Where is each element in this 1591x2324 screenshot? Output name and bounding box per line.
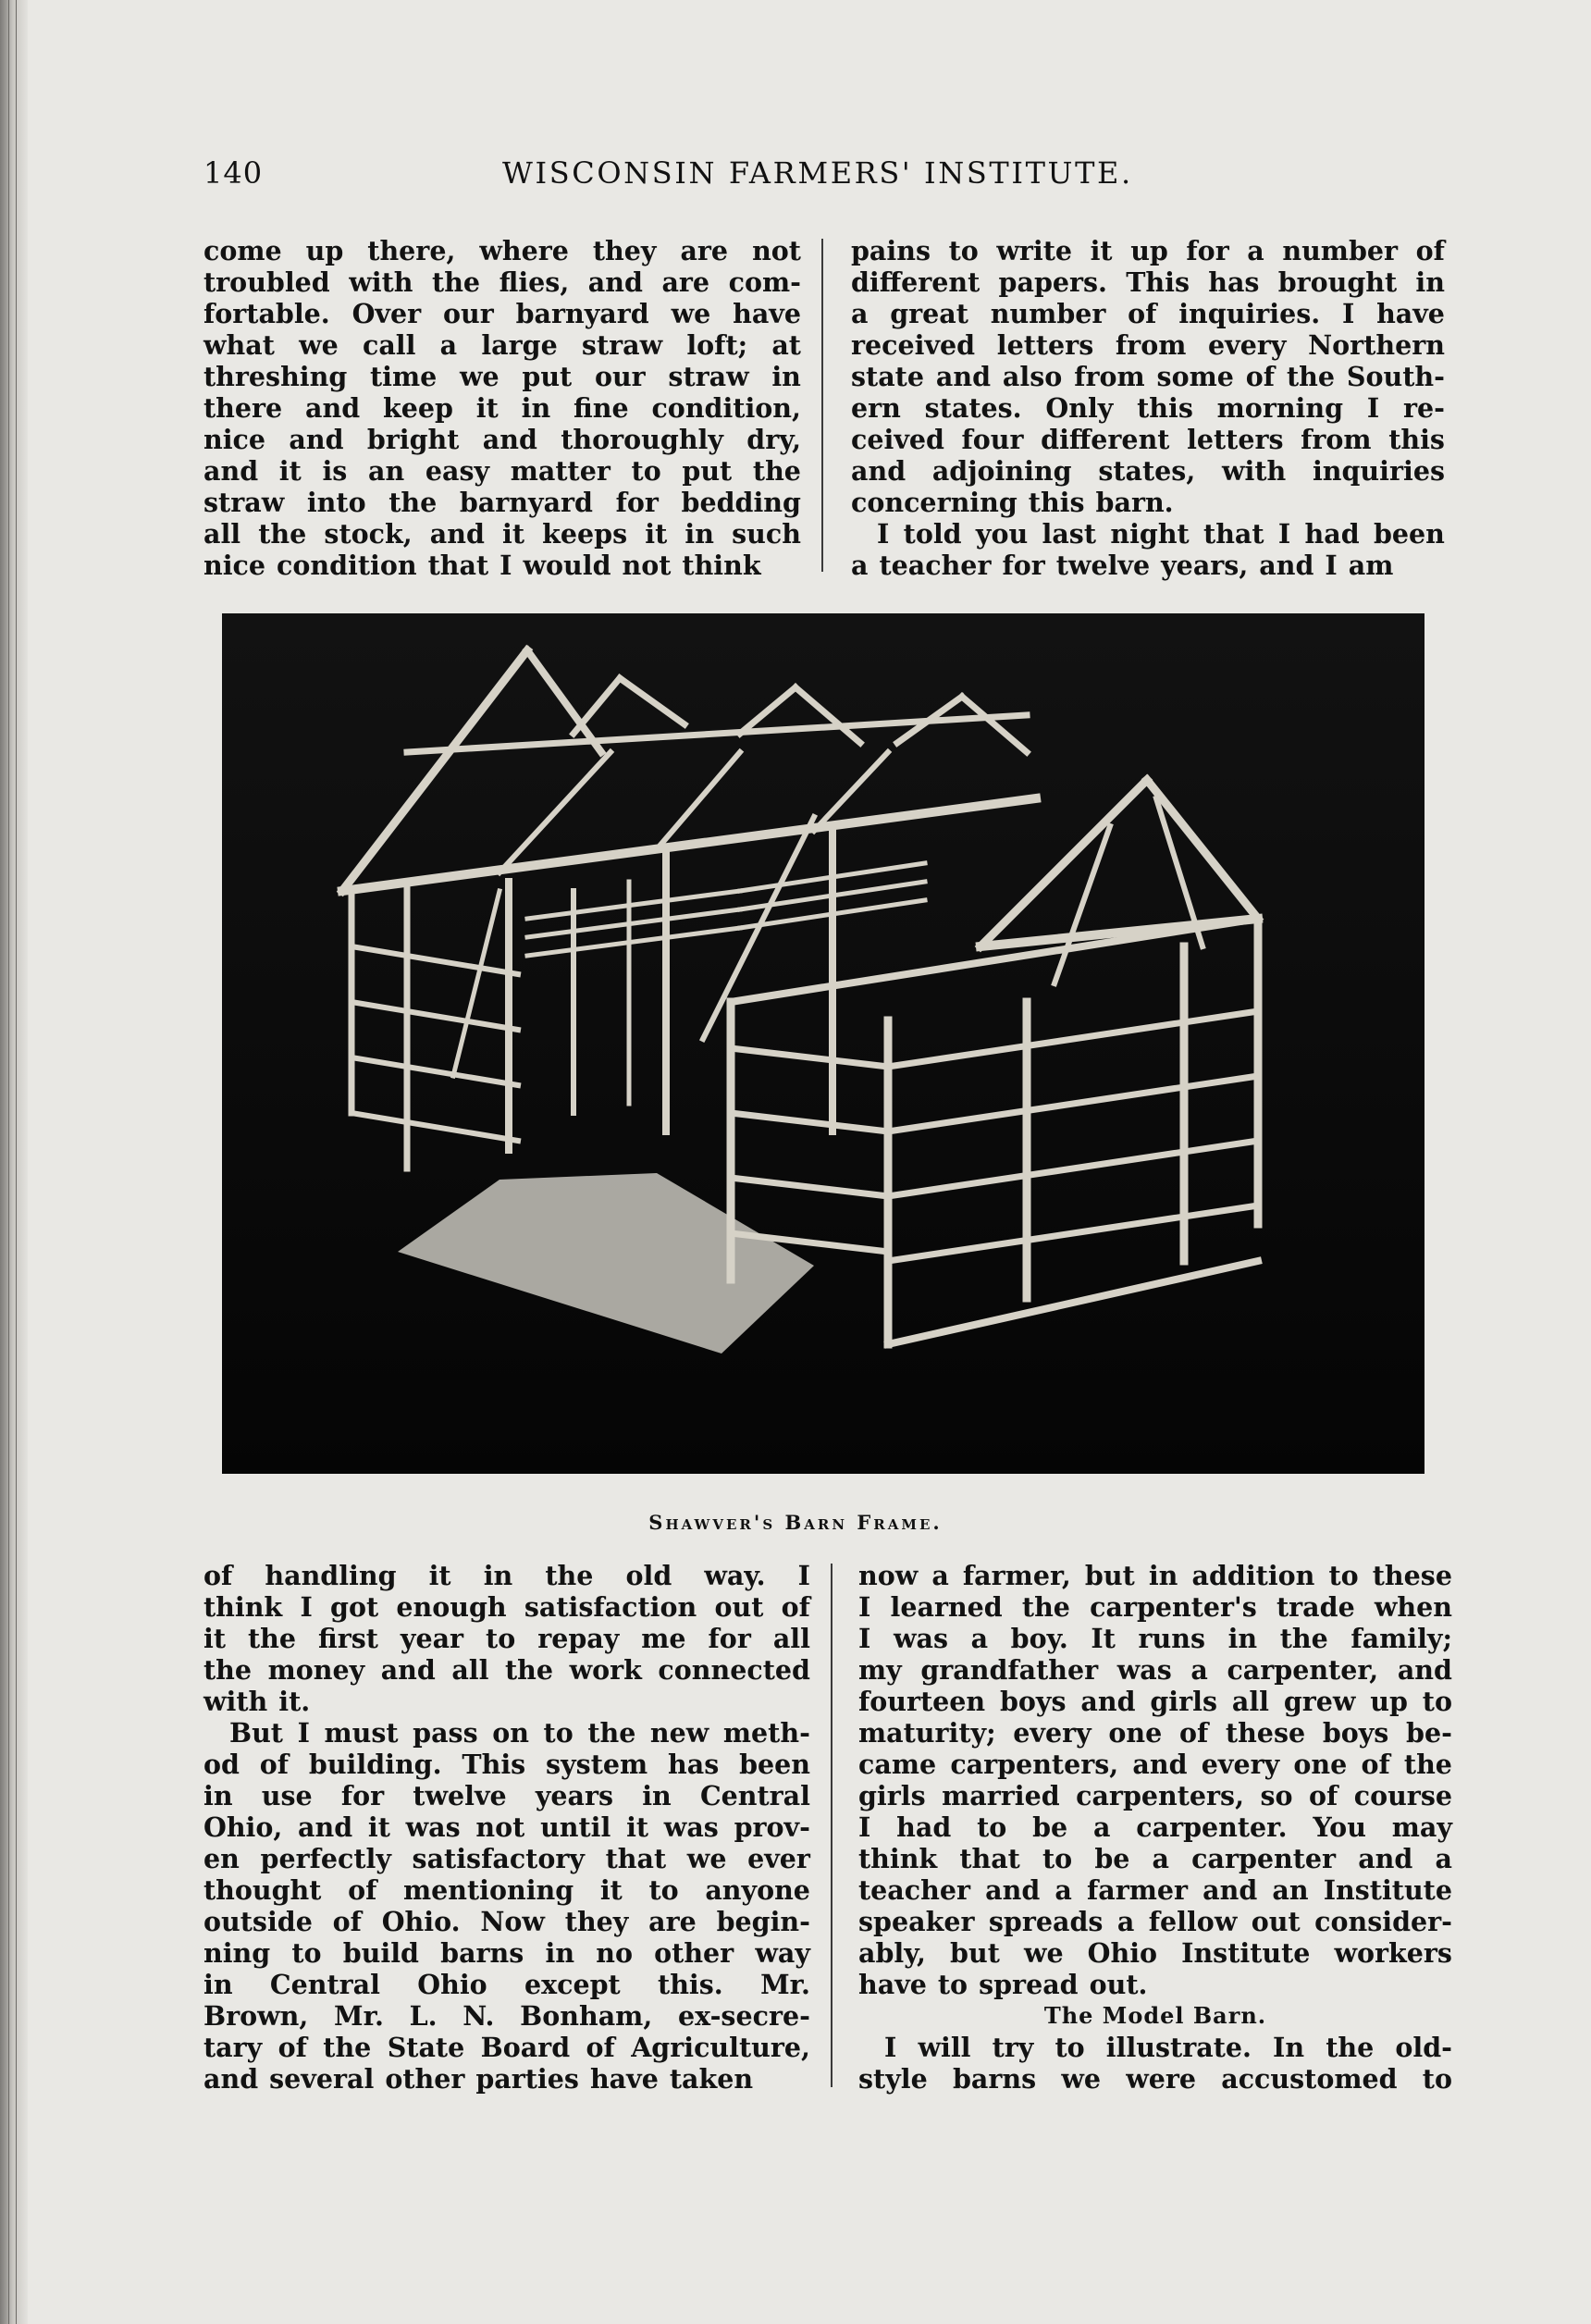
text-column-top-right: [851, 235, 1445, 581]
section-heading-block: [858, 2000, 1452, 2032]
text-line: tary of the State Board of Agriculture,: [204, 2032, 810, 2063]
text-line: what we call a large straw loft; at: [204, 329, 801, 361]
text-column-bottom-right-continued: [858, 2032, 1452, 2095]
binding-line: [16, 0, 17, 2324]
text-line: maturity; every one of these boys be-: [858, 1717, 1452, 1749]
text-line: fourteen boys and girls all grew up to: [858, 1686, 1452, 1717]
text-line: nice condition that I would not think: [204, 550, 761, 581]
text-line: I learned the carpenter's trade when: [858, 1591, 1452, 1623]
text-line: pains to write it up for a number of: [851, 235, 1445, 266]
page-number: 140: [204, 155, 264, 191]
column-rule: [821, 239, 823, 572]
binding-line: [8, 0, 9, 2324]
text-line: and adjoining states, with inquiries: [851, 455, 1445, 487]
text-line: of handling it in the old way. I: [204, 1560, 810, 1591]
text-line: and it is an easy matter to put the: [204, 455, 801, 487]
text-line: straw into the barnyard for bedding: [204, 487, 801, 518]
text-line: now a farmer, but in addition to these: [858, 1560, 1452, 1591]
text-line: fortable. Over our barnyard we have: [204, 298, 801, 329]
running-head: WISCONSIN FARMERS' INSTITUTE.: [502, 155, 1133, 191]
text-line: the money and all the work connected: [204, 1654, 810, 1686]
section-heading: The Model Barn.: [1043, 2002, 1267, 2029]
text-line: od of building. This system has been: [204, 1749, 810, 1780]
text-line: threshing time we put our straw in: [204, 361, 801, 392]
text-line: think I got enough satisfaction out of: [204, 1591, 810, 1623]
text-line: it the first year to repay me for all: [204, 1623, 810, 1654]
text-line: different papers. This has brought in: [851, 266, 1445, 298]
text-line: a teacher for twelve years, and I am: [851, 550, 1394, 581]
text-column-bottom-right: [858, 1560, 1452, 2000]
page-binding-edge: [0, 0, 28, 2324]
text-line: have to spread out.: [858, 1969, 1148, 2000]
text-line: girls married carpenters, so of course: [858, 1780, 1452, 1811]
text-line: Ohio, and it was not until it was prov-: [204, 1811, 810, 1843]
text-line: concerning this barn.: [851, 487, 1174, 518]
text-line: ning to build barns in no other way: [204, 1937, 810, 1969]
barn-frame-photo: [222, 613, 1424, 1474]
text-line: a great number of inquiries. I have: [851, 298, 1445, 329]
text-line: But I must pass on to the new meth-: [229, 1717, 810, 1749]
text-line: state and also from some of the South-: [851, 361, 1445, 392]
text-line: ceived four different letters from this: [851, 424, 1445, 455]
text-line: I will try to illustrate. In the old-: [884, 2032, 1452, 2063]
text-line: ably, but we Ohio Institute workers: [858, 1937, 1452, 1969]
page-header: [204, 155, 1462, 202]
text-line: came carpenters, and every one of the: [858, 1749, 1452, 1780]
text-line: my grandfather was a carpenter, and: [858, 1654, 1452, 1686]
text-line: there and keep it in fine condition,: [204, 392, 801, 424]
text-column-bottom-left: [204, 1560, 810, 2095]
text-column-top-left: [204, 235, 801, 581]
text-line: in Central Ohio except this. Mr.: [204, 1969, 810, 2000]
text-line: nice and bright and thoroughly dry,: [204, 424, 801, 455]
barn-frame-illustration: [222, 613, 1424, 1474]
text-line: with it.: [204, 1686, 311, 1717]
text-line: think that to be a carpenter and a: [858, 1843, 1452, 1874]
text-line: received letters from every Northern: [851, 329, 1445, 361]
text-line: I was a boy. It runs in the family;: [858, 1623, 1452, 1654]
text-line: come up there, where they are not: [204, 235, 801, 266]
text-line: troubled with the flies, and are com-: [204, 266, 801, 298]
text-line: I told you last night that I had been: [877, 518, 1445, 550]
text-line: in use for twelve years in Central: [204, 1780, 810, 1811]
text-line: Brown, Mr. L. N. Bonham, ex-secre-: [204, 2000, 810, 2032]
column-rule: [831, 1564, 832, 2087]
figure-caption: Shawver's Barn Frame.: [648, 1511, 943, 1534]
text-line: all the stock, and it keeps it in such: [204, 518, 801, 550]
text-line: I had to be a carpenter. You may: [858, 1811, 1452, 1843]
text-line: ern states. Only this morning I re-: [851, 392, 1445, 424]
text-line: and several other parties have taken: [204, 2063, 754, 2095]
text-line: speaker spreads a fellow out consider-: [858, 1906, 1452, 1937]
text-line: en perfectly satisfactory that we ever: [204, 1843, 810, 1874]
text-line: thought of mentioning it to anyone: [204, 1874, 810, 1906]
text-line: outside of Ohio. Now they are begin-: [204, 1906, 810, 1937]
text-line: teacher and a farmer and an Institute: [858, 1874, 1452, 1906]
text-line: style barns we were accustomed to: [858, 2063, 1452, 2095]
